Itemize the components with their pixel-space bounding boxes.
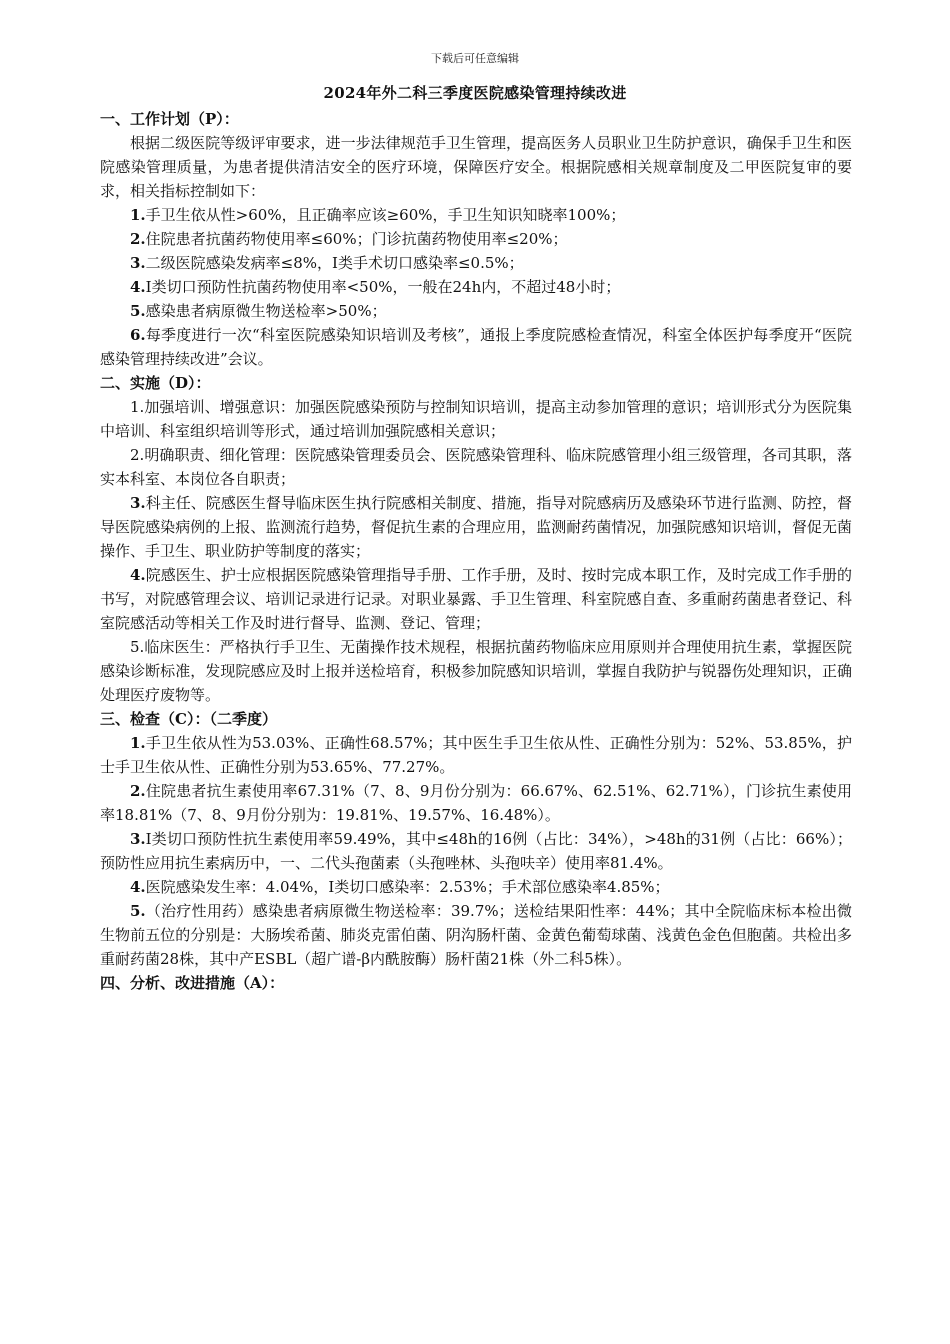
check-item-3	[100, 827, 852, 875]
item-text: 临床医生：严格执行手卫生、无菌操作技术规程，根据抗菌药物临床应用原则并合理使用抗生素，掌握医院感染诊断标准，发现院感应及时上报并送检培育，积极参加院感知识培训，掌握自我防护与锐器伤处理知识，正确处理医疗废物等。	[100, 638, 852, 704]
item-text: 手卫生依从性为53.03%、正确性68.57%；其中医生手卫生依从性、正确性分别为：52%、53.85%，护士手卫生依从性、正确性分别为53.65%、77.27%。	[100, 734, 852, 776]
item-text: 感染患者病原微生物送检率>50%；	[145, 302, 387, 320]
item-text: 医院感染发生率：4.04%，I类切口感染率：2.53%；手术部位感染率4.85%；	[145, 878, 670, 896]
document-body	[100, 107, 852, 995]
item-number: 1.	[130, 734, 146, 752]
item-number: 4.	[130, 878, 146, 896]
item-text: 院感医生、护士应根据医院感染管理指导手册、工作手册，及时、按时完成本职工作，及时完成工作手册的书写，对院感管理会议、培训记录进行记录。对职业暴露、手卫生管理、科室院感自查、多重耐药菌患者登记、科室院感活动等相关工作及时进行督导、监测、登记、管理；	[100, 566, 852, 632]
item-number: 5.	[130, 902, 146, 920]
plan-item-4	[100, 275, 852, 299]
header-note: 下载后可任意编辑	[431, 52, 519, 65]
item-text: I类切口预防性抗生素使用率59.49%，其中≤48h的16例（占比：34%），>48h的31例（占比：66%）；预防性应用抗生素病历中，一、二代头孢菌素（头孢唑林、头孢呋辛）使用率81.4%。	[100, 830, 852, 872]
item-number: 4.	[130, 566, 146, 584]
section-heading-check: 三、检查（C）：（二季度）	[100, 710, 277, 728]
plan-item-3	[100, 251, 852, 275]
item-text: 每季度进行一次“科室医院感染知识培训及考核”，通报上季度院感检查情况，科室全体医护每季度开“医院感染管理持续改进”会议。	[100, 326, 852, 368]
item-text: 科主任、院感医生督导临床医生执行院感相关制度、措施，指导对院感病历及感染环节进行监测、防控，督导医院感染病例的上报、监测流行趋势，督促抗生素的合理应用，监测耐药菌情况，加强院感知识培训，督促无菌操作、手卫生、职业防护等制度的落实；	[100, 494, 852, 560]
check-item-1	[100, 731, 852, 779]
document-title: 2024年外二科三季度医院感染管理持续改进	[323, 84, 627, 102]
item-number: 1.	[130, 206, 146, 224]
do-item-1	[100, 395, 852, 443]
item-number: 3.	[130, 830, 146, 848]
item-number: 5.	[130, 638, 145, 656]
do-item-3	[100, 491, 852, 563]
item-number: 3.	[130, 494, 146, 512]
item-number: 4.	[130, 278, 146, 296]
item-text: 加强培训、增强意识：加强医院感染预防与控制知识培训，提高主动参加管理的意识；培训形式分为医院集中培训、科室组织培训等形式，通过培训加强院感相关意识；	[100, 398, 852, 440]
section-heading-do: 二、实施（D）：	[100, 374, 211, 392]
check-item-5	[100, 899, 852, 971]
item-text: （治疗性用药）感染患者病原微生物送检率：39.7%；送检结果阳性率：44%；其中全院临床标本检出微生物前五位的分别是：大肠埃希菌、肺炎克雷伯菌、阴沟肠杆菌、金黄色葡萄球菌、浅黄色金色但胞菌。共检出多重耐药菌28株，其中产ESBL（超广谱-β内酰胺酶）肠杆菌21株（外二科5株）。	[100, 902, 852, 968]
item-number: 3.	[130, 254, 146, 272]
item-text: 二级医院感染发病率≤8%，I类手术切口感染率≤0.5%；	[145, 254, 524, 272]
item-text: 手卫生依从性>60%，且正确率应该≥60%，手卫生知识知晓率100%；	[145, 206, 626, 224]
item-text: 住院患者抗菌药物使用率≤60%；门诊抗菌药物使用率≤20%；	[145, 230, 568, 248]
item-number: 6.	[130, 326, 146, 344]
item-text: 住院患者抗生素使用率67.31%（7、8、9月份分别为：66.67%、62.51%、62.71%），门诊抗生素使用率18.81%（7、8、9月份分别为：19.81%、19.57%、16.48%）。	[100, 782, 852, 824]
plan-intro: 根据二级医院等级评审要求，进一步法律规范手卫生管理，提高医务人员职业卫生防护意识，确保手卫生和医院感染管理质量，为患者提供清洁安全的医疗环境，保障医疗安全。根据院感相关规章制度及二甲医院复审的要求，相关指标控制如下：	[100, 134, 852, 200]
item-number: 1.	[130, 398, 145, 416]
item-number: 2.	[130, 446, 145, 464]
item-text: 明确职责、细化管理：医院感染管理委员会、医院感染管理科、临床院感管理小组三级管理，各司其职，落实本科室、本岗位各自职责；	[100, 446, 852, 488]
check-item-4	[100, 875, 852, 899]
check-item-2	[100, 779, 852, 827]
do-item-4	[100, 563, 852, 635]
item-number: 2.	[130, 230, 146, 248]
do-item-5	[100, 635, 852, 707]
plan-item-2	[100, 227, 852, 251]
plan-item-5	[100, 299, 852, 323]
section-heading-plan: 一、工作计划（P）：	[100, 110, 239, 128]
item-number: 5.	[130, 302, 146, 320]
section-heading-act: 四、分析、改进措施（A）：	[100, 974, 285, 992]
item-number: 2.	[130, 782, 146, 800]
do-item-2	[100, 443, 852, 491]
plan-item-6	[100, 323, 852, 371]
plan-item-1	[100, 203, 852, 227]
item-text: I类切口预防性抗菌药物使用率<50%，一般在24h内，不超过48小时；	[145, 278, 621, 296]
